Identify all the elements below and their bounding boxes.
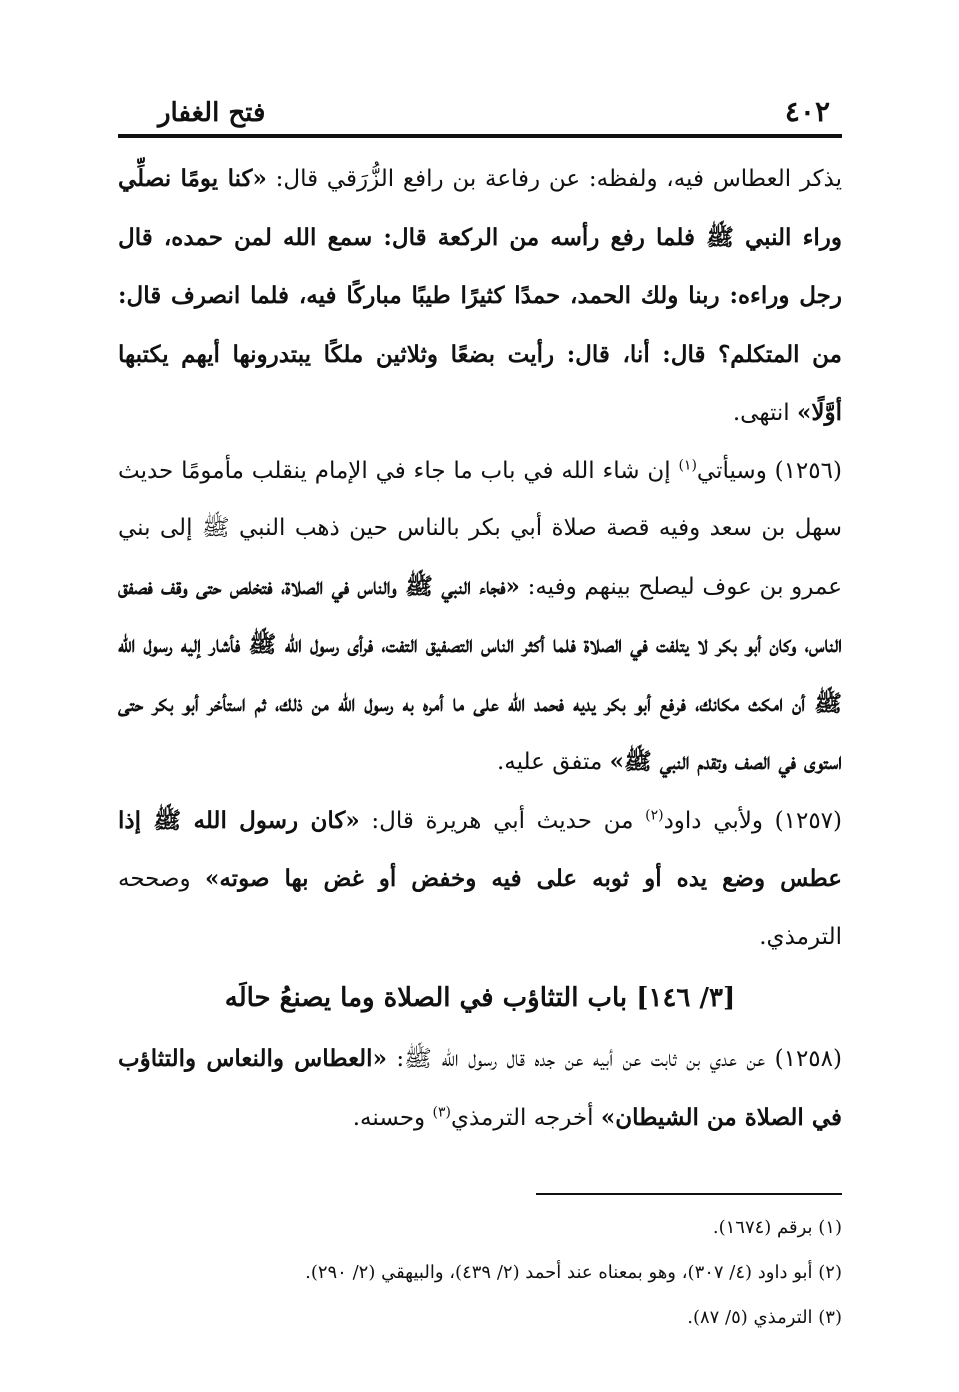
text-run: (١٢٥٧) ولأبي داود [663, 807, 843, 834]
paragraph-1256 [118, 443, 842, 792]
page-number: ٤٠٢ [784, 95, 830, 128]
footnote-3: (٣) الترمذي (٥/ ٨٧). [687, 1307, 842, 1328]
text-run: يذكر العطاس فيه، ولفظه: عن رفاعة بن رافع الزُّرَقي قال: [266, 166, 842, 192]
header-divider [118, 134, 842, 138]
text-run: وصححه الترمذي. [118, 866, 842, 950]
hadith-quote: «كنا يومًا نصلِّي وراء النبي ﷺ فلما رفع رأسه من الركعة قال: سمع الله لمن حمده، قال رجل وراءه: ربنا ولك الحمد، حمدًا كثيرًا طيبًا مباركًا فيه، فلما انصرف قال: من المتكلم؟ قال: أنا، قال: رأيت بضعًا وثلاثين ملكًا يبتدرونها أيهم يكتبها أوَّلًا» [118, 165, 842, 426]
paragraph-1258 [118, 1030, 842, 1147]
hadith-quote: «كان رسول الله ﷺ إذا عطس وضع يده أو ثوبه على فيه وخفض أو غض بها صوته» [118, 806, 842, 892]
text-run: (١٢٥٦) وسيأتي [696, 457, 842, 484]
page-header [118, 88, 842, 128]
text-run: إن شاء الله في باب ما جاء في الإمام ينقلب مأمومًا حديث سهل بن سعد وفيه قصة صلاة أبي بكر بالناس حين ذهب النبي ﷺ إلى بني عمرو بن عوف ليصلح بينهم وفيه: [118, 457, 843, 600]
hadith-quote: «فجاء النبي ﷺ والناس في الصلاة، فتخلص حتى وقف فصفق الناس، وكان أبو بكر لا يتلفت في الصلاة فلما أكثر الناس التصفيق التفت، فرأى رسول الله ﷺ فأشار إليه رسول الله ﷺ أن امكث مكانك، فرفع أبو بكر يديه فحمد الله على ما أمره به رسول الله من ذلك، ثم استأخر أبو بكر حتى استوى في الصف وتقدم النبي ﷺ» [118, 572, 842, 775]
text-run: من حديث أبي هريرة قال: [359, 807, 646, 834]
main-text [118, 150, 842, 1147]
book-title: فتح الغفار [158, 98, 266, 128]
text-run: انتهى. [732, 400, 797, 426]
text-run: أخرجه الترمذي [450, 1104, 601, 1131]
text-run: (١٢٥٨) عن عدي بن ثابت عن أبيه عن جده قال رسول الله ﷺ: [386, 1046, 842, 1072]
chapter-heading: [٣/ ١٤٦] باب التثاؤب في الصلاة وما يصنعُ حالَه [224, 983, 736, 1013]
footnotes [118, 1205, 842, 1340]
footnote-ref-1[interactable]: (١) [678, 456, 697, 473]
footnote-divider [536, 1193, 842, 1195]
footnote-ref-3[interactable]: (٣) [432, 1103, 451, 1120]
paragraph-1 [118, 150, 842, 443]
footnote-2: (٢) أبو داود (٤/ ٣٠٧)، وهو بمعناه عند أحمد (٢/ ٤٣٩)، والبيهقي (٢/ ٢٩٠). [305, 1262, 842, 1283]
text-run: متفق عليه. [496, 749, 610, 775]
footnote-ref-2[interactable]: (٢) [645, 806, 664, 823]
text-run: وحسنه. [352, 1104, 433, 1131]
book-page [118, 88, 842, 1340]
hadith-quote: «العطاس والنعاس والتثاؤب في الصلاة من الشيطان» [118, 1045, 842, 1131]
footnote-1: (١) برقم (١٦٧٤). [712, 1217, 842, 1238]
paragraph-1257 [118, 792, 842, 967]
